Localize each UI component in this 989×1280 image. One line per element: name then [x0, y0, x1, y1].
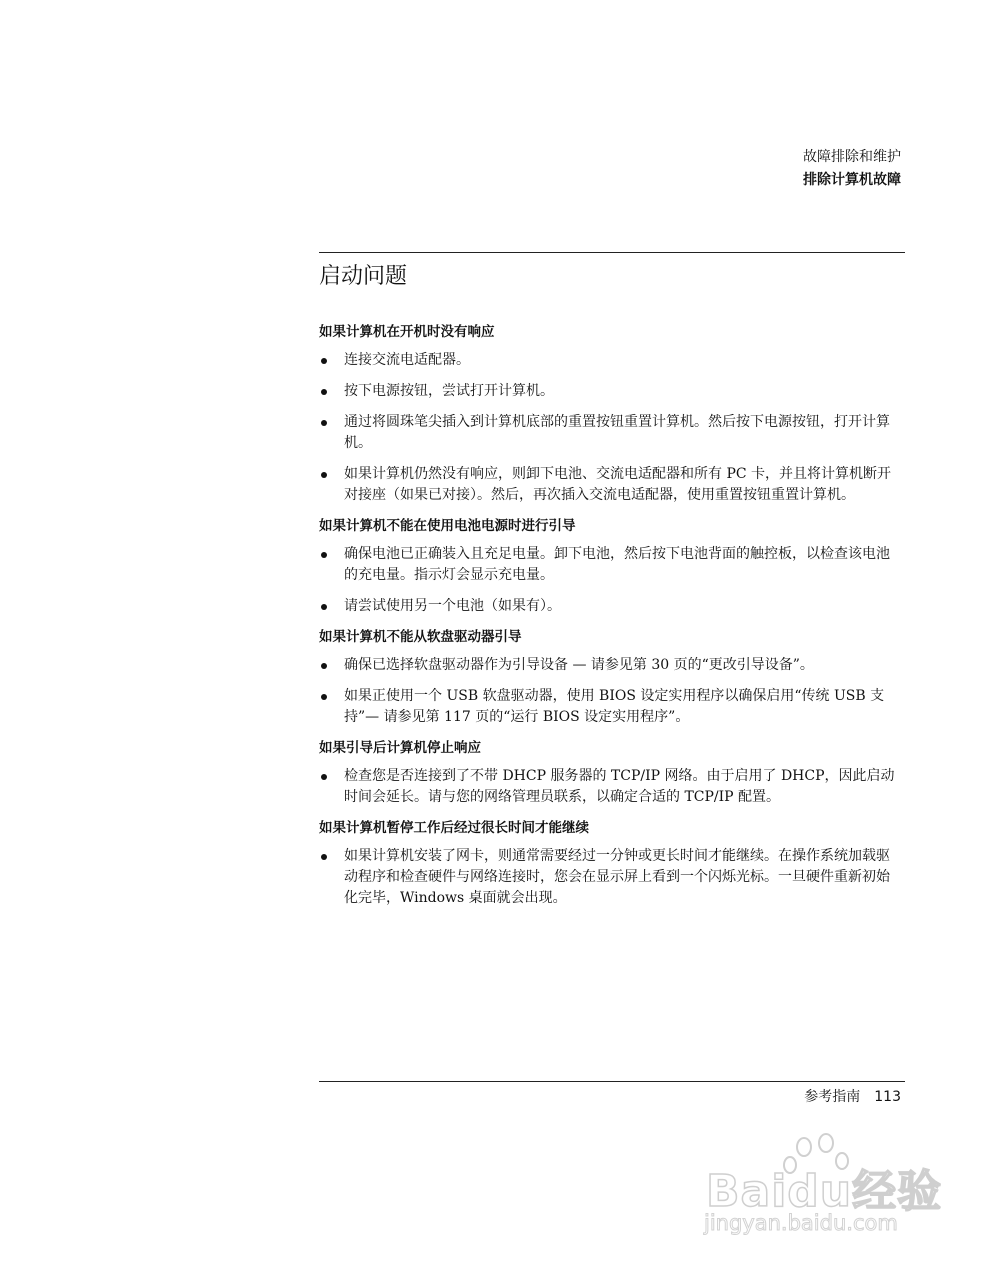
watermark-logo-text: Baidu经验 — [706, 1166, 943, 1217]
list-item: 如果计算机安装了网卡，则通常需要经过一分钟或更长时间才能继续。在操作系统加载驱动程序和检查硬件与网络连接时，您会在显示屏上看到一个闪烁光标。一旦硬件重新初始化完毕，Windows 桌面就会出现。 — [319, 846, 901, 909]
section-title-header: 排除计算机故障 — [803, 172, 901, 188]
subheading-floppy-boot: 如果计算机不能从软盘驱动器引导 — [319, 629, 522, 645]
baidu-watermark — [700, 1133, 943, 1243]
list-item: 确保已选择软盘驱动器作为引导设备 — 请参见第 30 页的“更改引导设备”。 — [319, 655, 901, 676]
subheading-no-response: 如果计算机在开机时没有响应 — [319, 324, 495, 340]
list-item: 连接交流电适配器。 — [319, 350, 901, 371]
list-item: 确保电池已正确装入且充足电量。卸下电池，然后按下电池背面的触控板，以检查该电池的充电量。指示灯会显示充电量。 — [319, 544, 901, 586]
list-item: 检查您是否连接到了不带 DHCP 服务器的 TCP/IP 网络。由于启用了 DHCP，因此启动时间会延长。请与您的网络管理员联系，以确定合适的 TCP/IP 配置。 — [319, 766, 901, 808]
bullet-list-floppy-boot — [319, 655, 901, 728]
main-content — [319, 256, 901, 919]
subheading-slow-resume: 如果计算机暂停工作后经过很长时间才能继续 — [319, 820, 589, 836]
bottom-divider — [319, 1081, 905, 1082]
page-number: 113 — [874, 1089, 901, 1105]
bullet-list-slow-resume — [319, 846, 901, 909]
list-item: 通过将圆珠笔尖插入到计算机底部的重置按钮重置计算机。然后按下电源按钮，打开计算机。 — [319, 412, 901, 454]
subheading-battery-boot: 如果计算机不能在使用电池电源时进行引导 — [319, 518, 576, 534]
top-divider — [319, 252, 905, 253]
chapter-title: 故障排除和维护 — [803, 149, 901, 165]
list-item: 按下电源按钮，尝试打开计算机。 — [319, 381, 901, 402]
list-item: 请尝试使用另一个电池（如果有）。 — [319, 596, 901, 617]
page-title: 启动问题 — [319, 264, 408, 289]
bullet-list-stops-after-boot — [319, 766, 901, 808]
bullet-list-battery-boot — [319, 544, 901, 617]
page-footer — [804, 1086, 901, 1108]
list-item: 如果正使用一个 USB 软盘驱动器，使用 BIOS 设定实用程序以确保启用“传统 USB 支持”— 请参见第 117 页的“运行 BIOS 设定实用程序”。 — [319, 686, 901, 728]
footer-label: 参考指南 — [804, 1089, 861, 1105]
running-header — [803, 146, 901, 192]
bullet-list-no-response — [319, 350, 901, 506]
list-item: 如果计算机仍然没有响应，则卸下电池、交流电适配器和所有 PC 卡，并且将计算机断开对接座（如果已对接）。然后，再次插入交流电适配器，使用重置按钮重置计算机。 — [319, 464, 901, 506]
subheading-stops-after-boot: 如果引导后计算机停止响应 — [319, 740, 481, 756]
watermark-url: jingyan.baidu.com — [704, 1211, 898, 1235]
